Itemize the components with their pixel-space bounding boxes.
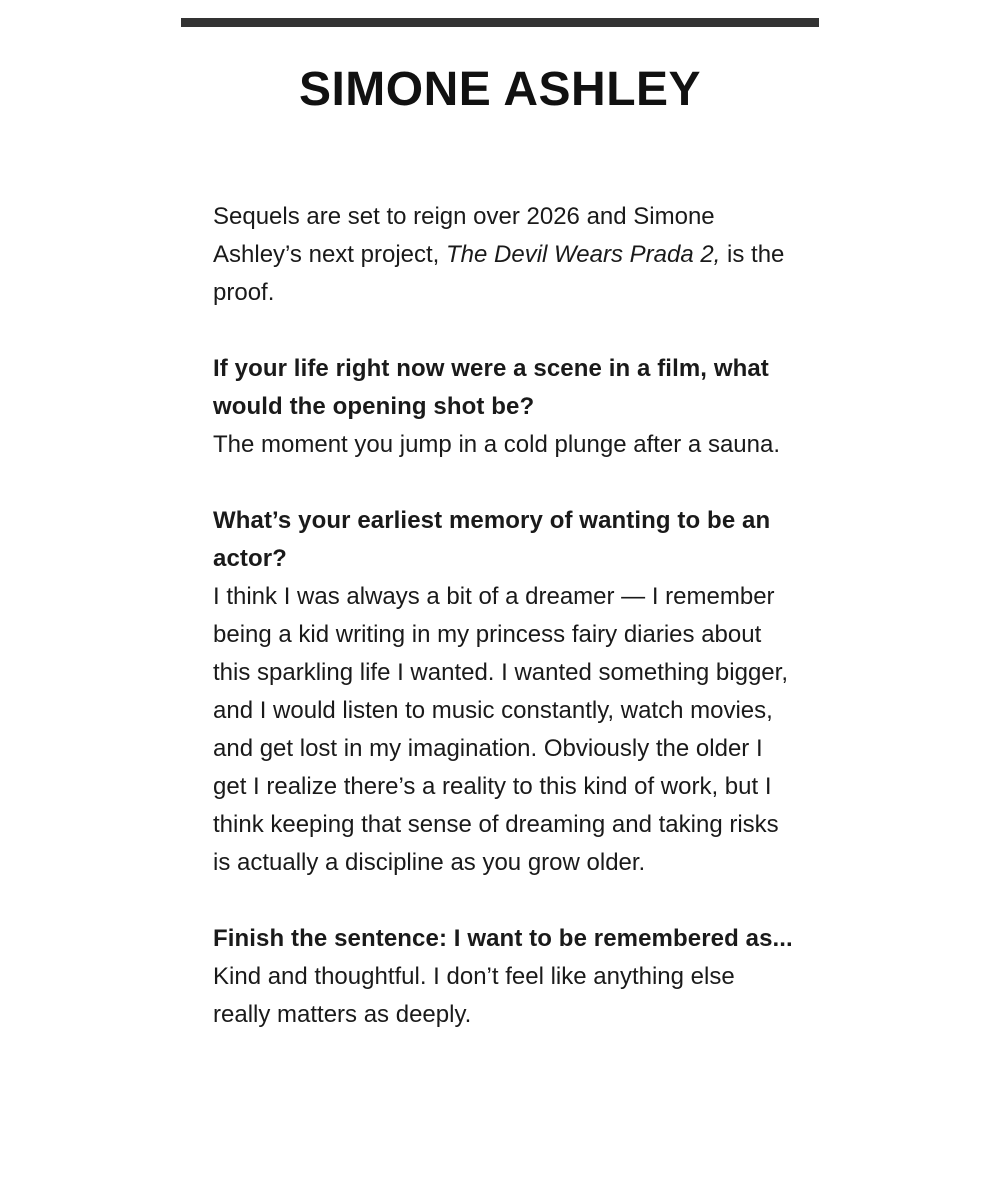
intro-paragraph — [213, 198, 793, 312]
qa-item — [213, 502, 793, 882]
top-divider — [181, 18, 819, 27]
intro-text-before: Sequels are set to reign over 2026 and Simone Ashley’s next project, — [213, 203, 715, 268]
qa-item — [213, 350, 793, 464]
qa-item — [213, 920, 793, 1034]
question: If your life right now were a scene in a film, what would the opening shot be? — [213, 355, 769, 420]
intro-text-after: is the proof. — [213, 241, 785, 306]
article-body — [213, 198, 793, 1034]
answer: I think I was always a bit of a dreamer — I remember being a kid writing in my princess fairy diaries about this sparkling life I wanted. I wanted something bigger, and I would listen to music constantly, watch movies, and get lost in my imagination. Obviously the older I get I realize there’s a reality to this kind of work, but I think keeping that sense of dreaming and taking risks is actually a discipline as you grow older. — [213, 583, 788, 876]
page-title: SIMONE ASHLEY — [298, 63, 702, 116]
answer: The moment you jump in a cold plunge after a sauna. — [213, 431, 780, 458]
answer: Kind and thoughtful. I don’t feel like anything else really matters as deeply. — [213, 963, 735, 1028]
question: What’s your earliest memory of wanting to be an actor? — [213, 507, 771, 572]
film-title: The Devil Wears Prada 2, — [446, 241, 721, 268]
question: Finish the sentence: I want to be remembered as... — [213, 925, 793, 952]
